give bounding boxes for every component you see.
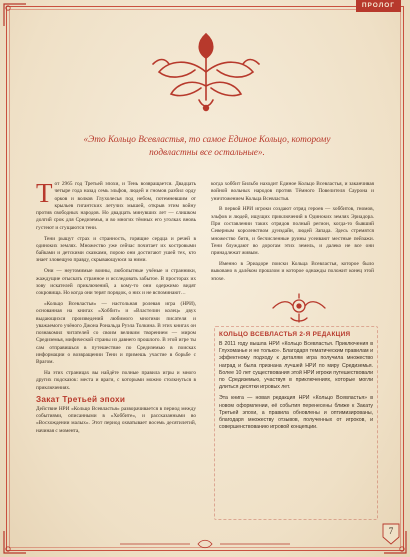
sidebar-paragraph: В 2011 году вышла НРИ «Кольцо Всевластья. Приключения в Глухоманье и не только». Благодаря тематическим правилам и эффектному подходу к деталям игра получила множество наград и была признана лучшей НРИ по миру Средиземья. Более 10 лет существования этой НРИ игроки путешествовали по Средиземью, участвуя в приключениях, которые могли длиться десятки игровых лет.	[219, 341, 373, 391]
drop-cap: Т	[36, 178, 53, 208]
body-paragraph: В первой НРИ игроки создают отряд героев — хоббитов, гномов, эльфов и людей, ищущих приключений в Одиноких землях Эриадора. При составлении таких отрядов полный регион, когда-то бывший Северным королевством дунэдайн, людей Запада. Здесь стремятся множество битв, и бесчисленные руины усеивают местные пейзажи. Тени блуждают во дорогам этих земель, и далеко не все они принадлежат живым.	[211, 206, 374, 257]
body-paragraph: Именно в Эриадоре поиски Кольца Всевластья, которое было выковано в далёком прошлом и которое однажды положит конец этой эпохе.	[211, 260, 374, 282]
sidebar-box	[219, 331, 373, 435]
ring-emblem-icon	[271, 288, 327, 326]
section-heading: Закат Третьей эпохи	[36, 394, 126, 404]
corner-ornament-icon	[2, 2, 28, 28]
sidebar-title: КОЛЬЦО ВСЕВЛАСТЬЯ 2-Я РЕДАКЦИЯ	[219, 331, 351, 338]
intro-paragraph: Тот 2965 год Третьей эпохи, и Тень возвращается. Двадцать четыре года назад семь эльфов, людей и гномов разбил орду орков и волков Глухолесья под небом, потемневшим от крыльев гигантских летучих мышей, открыв этим войну против свободных народов. Но двадцать минувших лет — слишком долгий срок для Средиземья, и во многих тёмных его уголках вновь густеют и сгущаются тени.	[36, 178, 196, 231]
body-paragraph: Они — неутомимые воины, любопытные учёные и странники, жаждущие отыскать странное и исследовать забытое. В просторах их зову искателей приключений, а кому-то они одержимо видят сокровища. Но когда они терят порядок, о них и не вспоминают…	[36, 268, 196, 297]
body-paragraph: На этих страницах вы найдёте полные правила игры и много других подсказок: места и враги, с которыми можно столкнуться в приключениях.	[36, 370, 196, 391]
body-paragraph: Тени рыщут страх и странность, горящие сердца и речей в одиноких землях. Множество уже сейчас почитает их костровыми байками и детскими сказками, порою они достигают ушей тех, кто знает зловещую правду, скрывающуюся за ними.	[36, 235, 196, 264]
sidebar-paragraph: Эта книга — новая редакция НРИ «Кольцо Всевластья» в новом оформлении, её события перенесены ближе к Закату Третьей эпохи, а правила обновлены и оптимизированы, благодаря множеству отзывов, полученных от игроков, и совершенствованию игровой концепции.	[219, 395, 373, 431]
page-number-label: 7	[388, 526, 394, 536]
footer-border-icon	[120, 539, 290, 549]
chapter-tab: ПРОЛОГ	[356, 0, 401, 12]
body-paragraph: «Кольцо Всевластья» — настольная ролевая игра (НРИ), основанная на книгах «Хоббит» и «Властелин колец» двух выдающихся произведений любимого многими писателя и уважаемого учёного Джона Рональда Руэла Толкина. В этих книгах он познакомил читателей со своим великим творением — миром Средиземья, мифической страны из давнего прошлого. В этой игре ты сам отправишься в путешествие по Средиземью в поисках информации о возвращении Тени и примешь участие в борьбе с Врагом.	[36, 300, 196, 366]
epigraph-quote: «Это Кольцо Всевластья, то самое Единое Кольцо, которому подвластны все остальные».	[83, 135, 331, 158]
corner-ornament-icon	[2, 529, 28, 555]
right-column	[211, 181, 374, 286]
elvish-ornament-icon	[145, 28, 267, 114]
page-number	[382, 523, 400, 545]
body-paragraph: когда хоббит Бильбо находит Единое Кольцо Всевластья, и заканчивая войной вольных народов против Тёмного Повелителя Саурона и уничтожением Кольца Всевластья.	[211, 181, 374, 202]
section-paragraph: Действие НРИ «Кольцо Всевластья» разворачивается в период между событиями, описанными в «Хоббите», и рассказанными во «Восхождении малых». Этот период охватывает восемь десятилетий, начиная с момента,	[36, 405, 196, 434]
left-column	[36, 178, 196, 439]
